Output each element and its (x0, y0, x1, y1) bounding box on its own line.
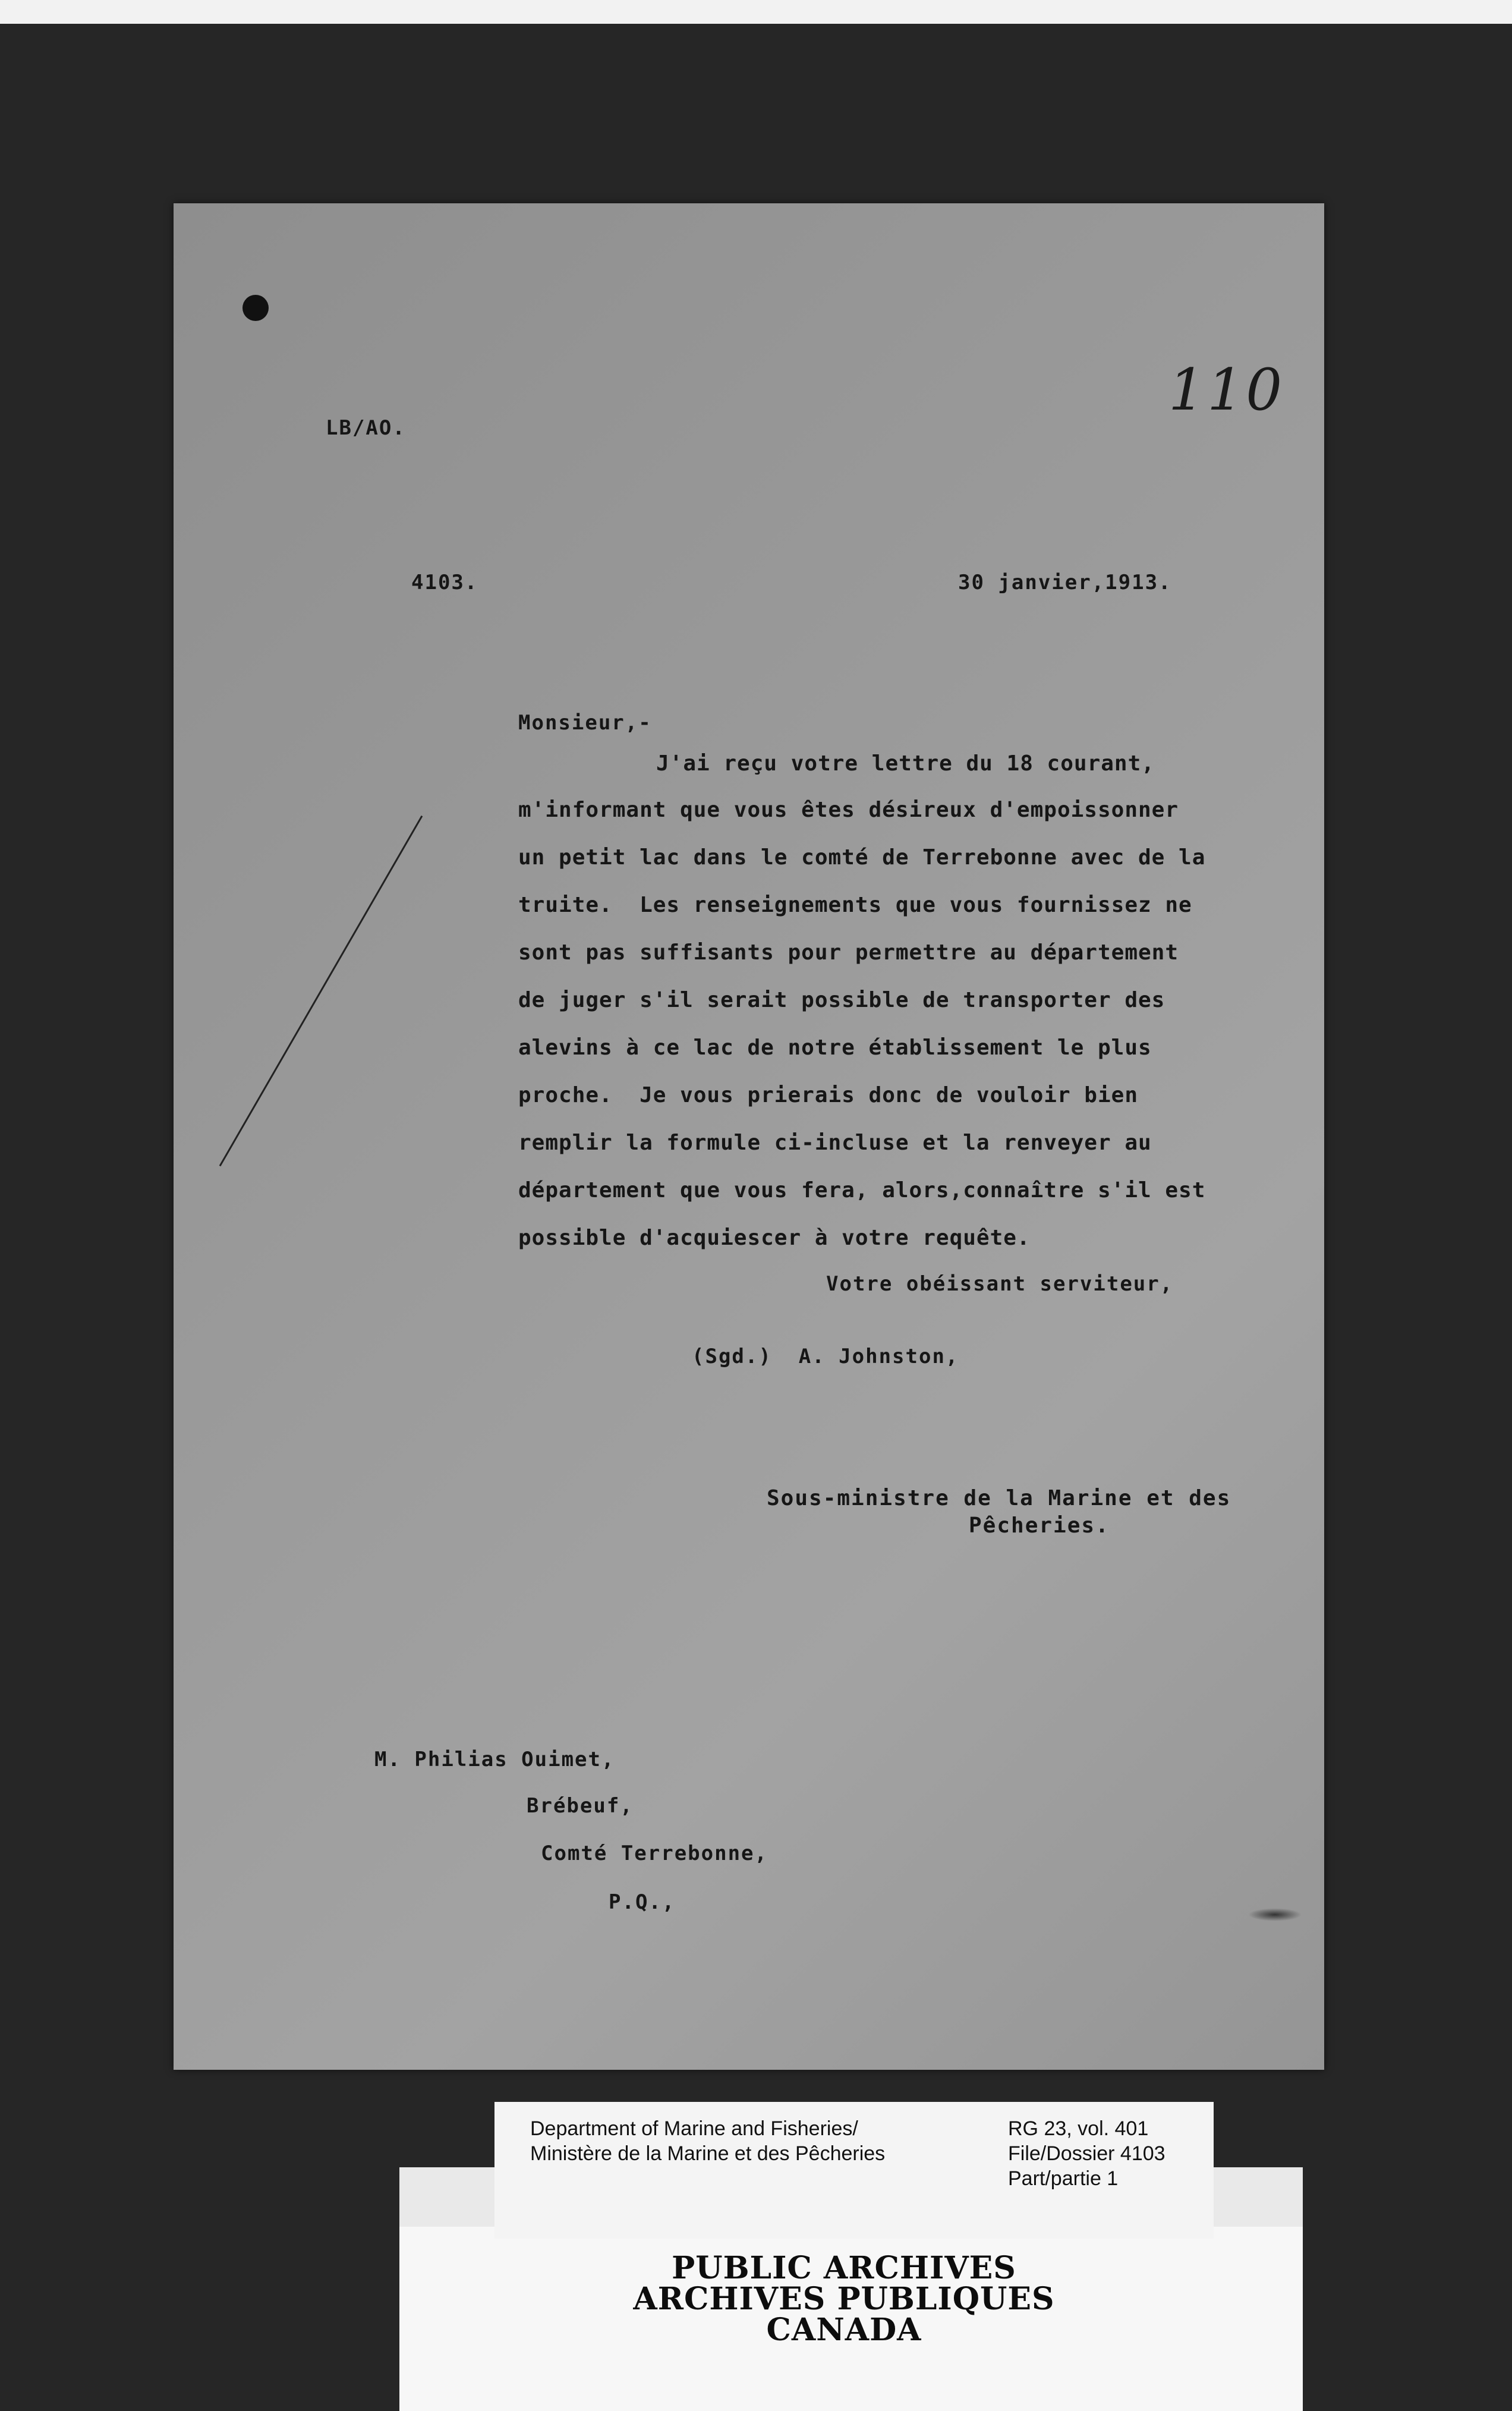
punch-hole (242, 295, 269, 321)
part-partie: Part/partie 1 (1008, 2167, 1119, 2190)
file-number: 4103. (411, 571, 478, 594)
file-dossier: File/Dossier 4103 (1008, 2142, 1166, 2165)
recipient-name: M. Philias Ouimet, (374, 1748, 615, 1771)
archive-label-department (530, 2116, 885, 2166)
body-line: un petit lac dans le comté de Terrebonne avec de la (518, 845, 1206, 870)
department-en: Department of Marine and Fisheries/ (530, 2117, 858, 2140)
body-line: département que vous fera, alors,connaître s'il est (518, 1178, 1206, 1203)
department-fr: Ministère de la Marine et des Pêcheries (530, 2142, 886, 2165)
archive-label-reference (1008, 2116, 1166, 2191)
body-line: truite. Les renseignements que vous fournissez ne (518, 893, 1192, 917)
ink-smudge (1248, 1908, 1302, 1921)
signatory-title-line1: Sous-ministre de la Marine et des (767, 1486, 1231, 1510)
stamp-line: PUBLIC ARCHIVES (672, 2250, 1016, 2286)
body-line: J'ai reçu votre lettre du 18 courant, (656, 751, 1155, 776)
recipient-address-line: P.Q., (609, 1890, 676, 1914)
body-line: alevins à ce lac de notre établissement le plus (518, 1035, 1152, 1060)
reference-initials: LB/AO. (326, 416, 406, 440)
recipient-address-line: Comté Terrebonne, (541, 1842, 768, 1865)
handwritten-page-number: 110 (1168, 357, 1285, 423)
body-line: m'informant que vous êtes désireux d'empoissonner (518, 798, 1179, 822)
body-line: remplir la formule ci-incluse et la renveyer au (518, 1131, 1152, 1155)
signature: (Sgd.) A. Johnston, (692, 1345, 959, 1368)
record-group: RG 23, vol. 401 (1008, 2117, 1149, 2140)
stamp-line: CANADA (766, 2312, 922, 2348)
salutation: Monsieur,- (518, 711, 652, 735)
closing: Votre obéissant serviteur, (826, 1272, 1174, 1296)
body-line: proche. Je vous prierais donc de vouloir bien (518, 1083, 1138, 1107)
recipient-address-line: Brébeuf, (527, 1794, 634, 1818)
signatory-title-line2: Pêcheries. (969, 1513, 1110, 1538)
letter-date: 30 janvier,1913. (958, 571, 1172, 594)
body-line: sont pas suffisants pour permettre au département (518, 940, 1179, 965)
stamp-line: ARCHIVES PUBLIQUES (633, 2281, 1055, 2317)
body-line: de juger s'il serait possible de transporter des (518, 988, 1166, 1012)
scanner-top-border (0, 0, 1512, 24)
body-line: possible d'acquiescer à votre requête. (518, 1226, 1031, 1250)
public-archives-stamp (594, 2250, 1094, 2348)
